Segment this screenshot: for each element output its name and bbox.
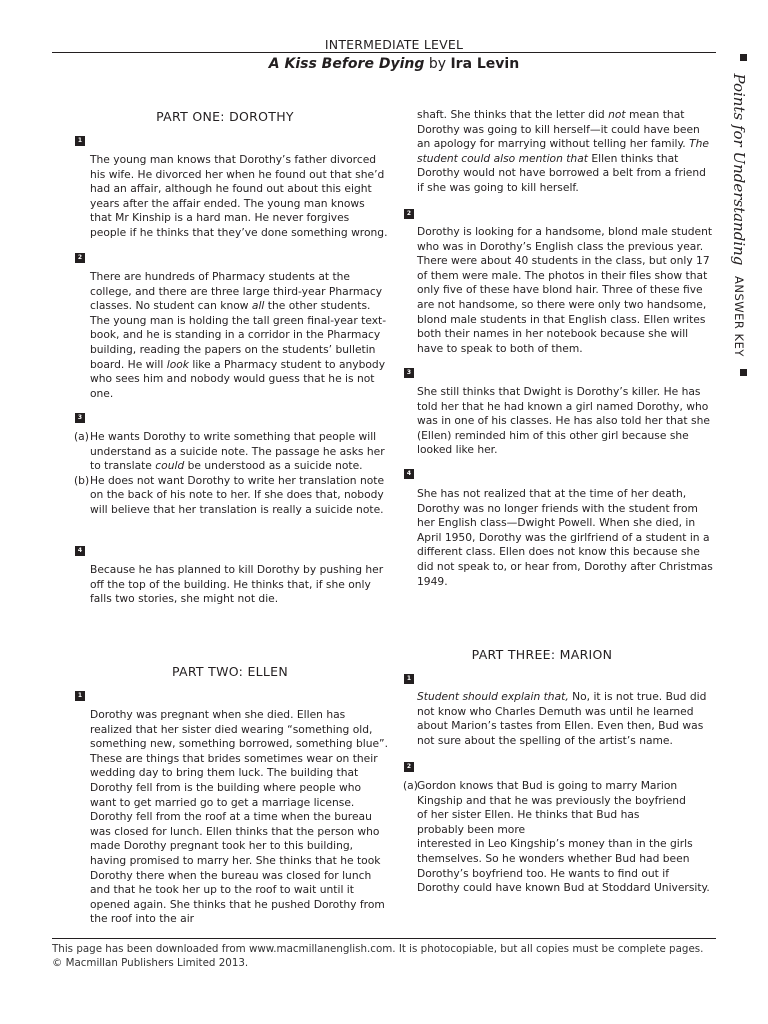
answer-text: the other students. The young man is holding the tall green final-year text-book, and he is standing in a corridor in the Pharmacy building, reading the papers on the students’ bulletin board. He will bbox=[90, 299, 387, 371]
part-one-answer-1: The young man knows that Dorothy’s father divorced his wife. He divorced her when he found out that she’d had an affair, although he found out about this eight years after the affair ended. The young man knows that Mr Kinship is a hard man. He never forgives people if he thinks that they’ve done something wrong. bbox=[90, 153, 388, 239]
answer-text: Gordon knows that Bud is going to marry Marion Kingship and that he was previously the boyfriend of her sister Ellen. He thinks that Bud has probably been more bbox=[417, 779, 686, 836]
answer-emphasis: not bbox=[608, 108, 626, 121]
footer-line-2: © Macmillan Publishers Limited 2013. bbox=[52, 957, 249, 969]
answer-text: He does not want Dorothy to write her translation note on the back of his note to her. If she does that, nobody will believe that her translation is really a suicide note. bbox=[90, 473, 385, 516]
part-three-answer-2 bbox=[403, 779, 715, 896]
answer-item-a bbox=[74, 430, 388, 474]
answer-text: Dorothy was pregnant when she died. Ellen has realized that her sister died wearing “something old, something new, something borrowed, something blue”. These are things that brides sometimes wear on their wedding day to bring them luck. The building that Dorothy fell from is the building where people who want to get married go to get a marriage license. Dorothy fell from the roof at a time when the bureau was closed for lunch. Ellen thinks that the person who made Dorothy pregnant took her to this building, having promised to marry her. She thinks that he took Dorothy there when the bureau was closed for lunch and that he took her up to the roof to wait until it opened again. She thinks that he pushed Dorothy from the roof into the air bbox=[90, 708, 388, 926]
answer-text: like a Pharmacy student to anybody who sees him and nobody would guess that he is not one. bbox=[90, 357, 386, 400]
author-name: Ira Levin bbox=[450, 56, 520, 72]
book-title: A Kiss Before Dying bbox=[268, 56, 425, 72]
question-number-badge: 1 bbox=[404, 674, 414, 684]
sidebar-points-label: Points for Understanding bbox=[730, 73, 748, 266]
top-rule bbox=[52, 52, 716, 53]
sidebar-banner bbox=[728, 52, 750, 382]
part-one-heading: PART ONE: DOROTHY bbox=[156, 109, 294, 124]
sidebar-answer-key-label: ANSWER KEY bbox=[732, 275, 746, 357]
answer-emphasis: Student should explain that, bbox=[417, 690, 569, 703]
answer-item-b bbox=[74, 474, 388, 518]
question-number-badge: 3 bbox=[75, 413, 85, 423]
part-two-answer-4: She has not realized that at the time of her death, Dorothy was no longer friends with the student from her English class—Dwight Powell. When she died, in April 1950, Dorothy was the girlfriend of a student in a different class. Ellen does not know this because she did not speak to, or hear from, Dorothy after Christmas 1949. bbox=[417, 487, 713, 588]
part-two-answer-2: Dorothy is looking for a handsome, blond male student who was in Dorothy’s English class the previous year. There were about 40 students in the class, but only 17 of them were male. The photos in their files show that only five of these have blond hair. Three of these five are not handsome, so there were only two handsome, blond male students in that English class. Ellen writes both their names in her notebook because she will have to speak to both of them. bbox=[417, 225, 713, 355]
answer-text: interested in Leo Kingship’s money than in the girls themselves. So he wonders whether Bud had been Dorothy’s boyfriend too. He wants to find out if Dorothy could have known Bud at Stoddard University. bbox=[417, 837, 710, 895]
part-two-answer-1 bbox=[90, 708, 388, 926]
footer-line-1: This page has been downloaded from www.macmillanenglish.com. It is photocopiable, but all copies must be complete pages. bbox=[52, 943, 704, 955]
part-two-heading: PART TWO: ELLEN bbox=[171, 664, 289, 679]
by-label: by bbox=[428, 56, 446, 72]
answer-emphasis: look bbox=[166, 357, 189, 371]
question-number-badge: 1 bbox=[75, 136, 85, 146]
answer-text: Ellen thinks that Dorothy would not have borrowed a belt from a friend if she was going to kill herself. bbox=[417, 151, 706, 194]
answer-text: be understood as a suicide note. bbox=[184, 459, 363, 473]
answer-text: No, it is not true. Bud did not know who Charles Demuth was until he learned about Marion’s tastes from Ellen. Even then, Bud was not sure about the spelling of the artist’s name. bbox=[417, 690, 707, 747]
item-label: (b) bbox=[74, 473, 90, 487]
part-one-answer-2 bbox=[90, 270, 388, 401]
answer-emphasis: The student could also mention that bbox=[417, 137, 709, 165]
square-bullet-icon bbox=[740, 54, 747, 61]
question-number-badge: 4 bbox=[75, 546, 85, 556]
footer-rule bbox=[52, 938, 716, 939]
answer-text: There are hundreds of Pharmacy students at the college, and there are three large third-year Pharmacy classes. No student can know bbox=[90, 270, 383, 313]
page-title bbox=[52, 56, 736, 72]
question-number-badge: 2 bbox=[404, 209, 414, 219]
answer-item-a bbox=[403, 779, 715, 896]
question-number-badge: 1 bbox=[75, 691, 85, 701]
answer-text: He wants Dorothy to write something that people will understand as a suicide note. The passage he asks her to translate bbox=[90, 430, 385, 473]
item-label: (a) bbox=[74, 430, 89, 443]
part-three-heading: PART THREE: MARION bbox=[471, 647, 613, 662]
question-number-badge: 3 bbox=[404, 368, 414, 378]
question-number-badge: 4 bbox=[404, 469, 414, 479]
answer-text: mean that Dorothy was going to kill herself—it could have been an apology for marrying without telling her family. bbox=[417, 108, 700, 151]
part-one-answer-4: Because he has planned to kill Dorothy by pushing her off the top of the building. He thinks that, if she only falls two stories, she might not die. bbox=[90, 563, 384, 606]
answer-emphasis: all bbox=[251, 299, 265, 313]
part-one-answer-3 bbox=[74, 430, 388, 518]
item-label: (a) bbox=[403, 779, 418, 792]
part-two-answer-1-continued bbox=[417, 108, 715, 196]
question-number-badge: 2 bbox=[75, 253, 85, 263]
answer-text: shaft. She thinks that the letter did bbox=[417, 108, 609, 121]
answer-emphasis: could bbox=[155, 459, 185, 473]
part-two-answer-3: She still thinks that Dwight is Dorothy’s killer. He has told her that he had known a girl named Dorothy, who was in one of his classes. He has also told her that she (Ellen) reminded him of this other girl because she looked like her. bbox=[417, 385, 710, 457]
level-label: INTERMEDIATE LEVEL bbox=[324, 37, 464, 52]
question-number-badge: 2 bbox=[404, 762, 414, 772]
square-bullet-icon bbox=[740, 369, 747, 376]
footer-notice bbox=[52, 942, 732, 970]
part-three-answer-1 bbox=[417, 690, 715, 748]
